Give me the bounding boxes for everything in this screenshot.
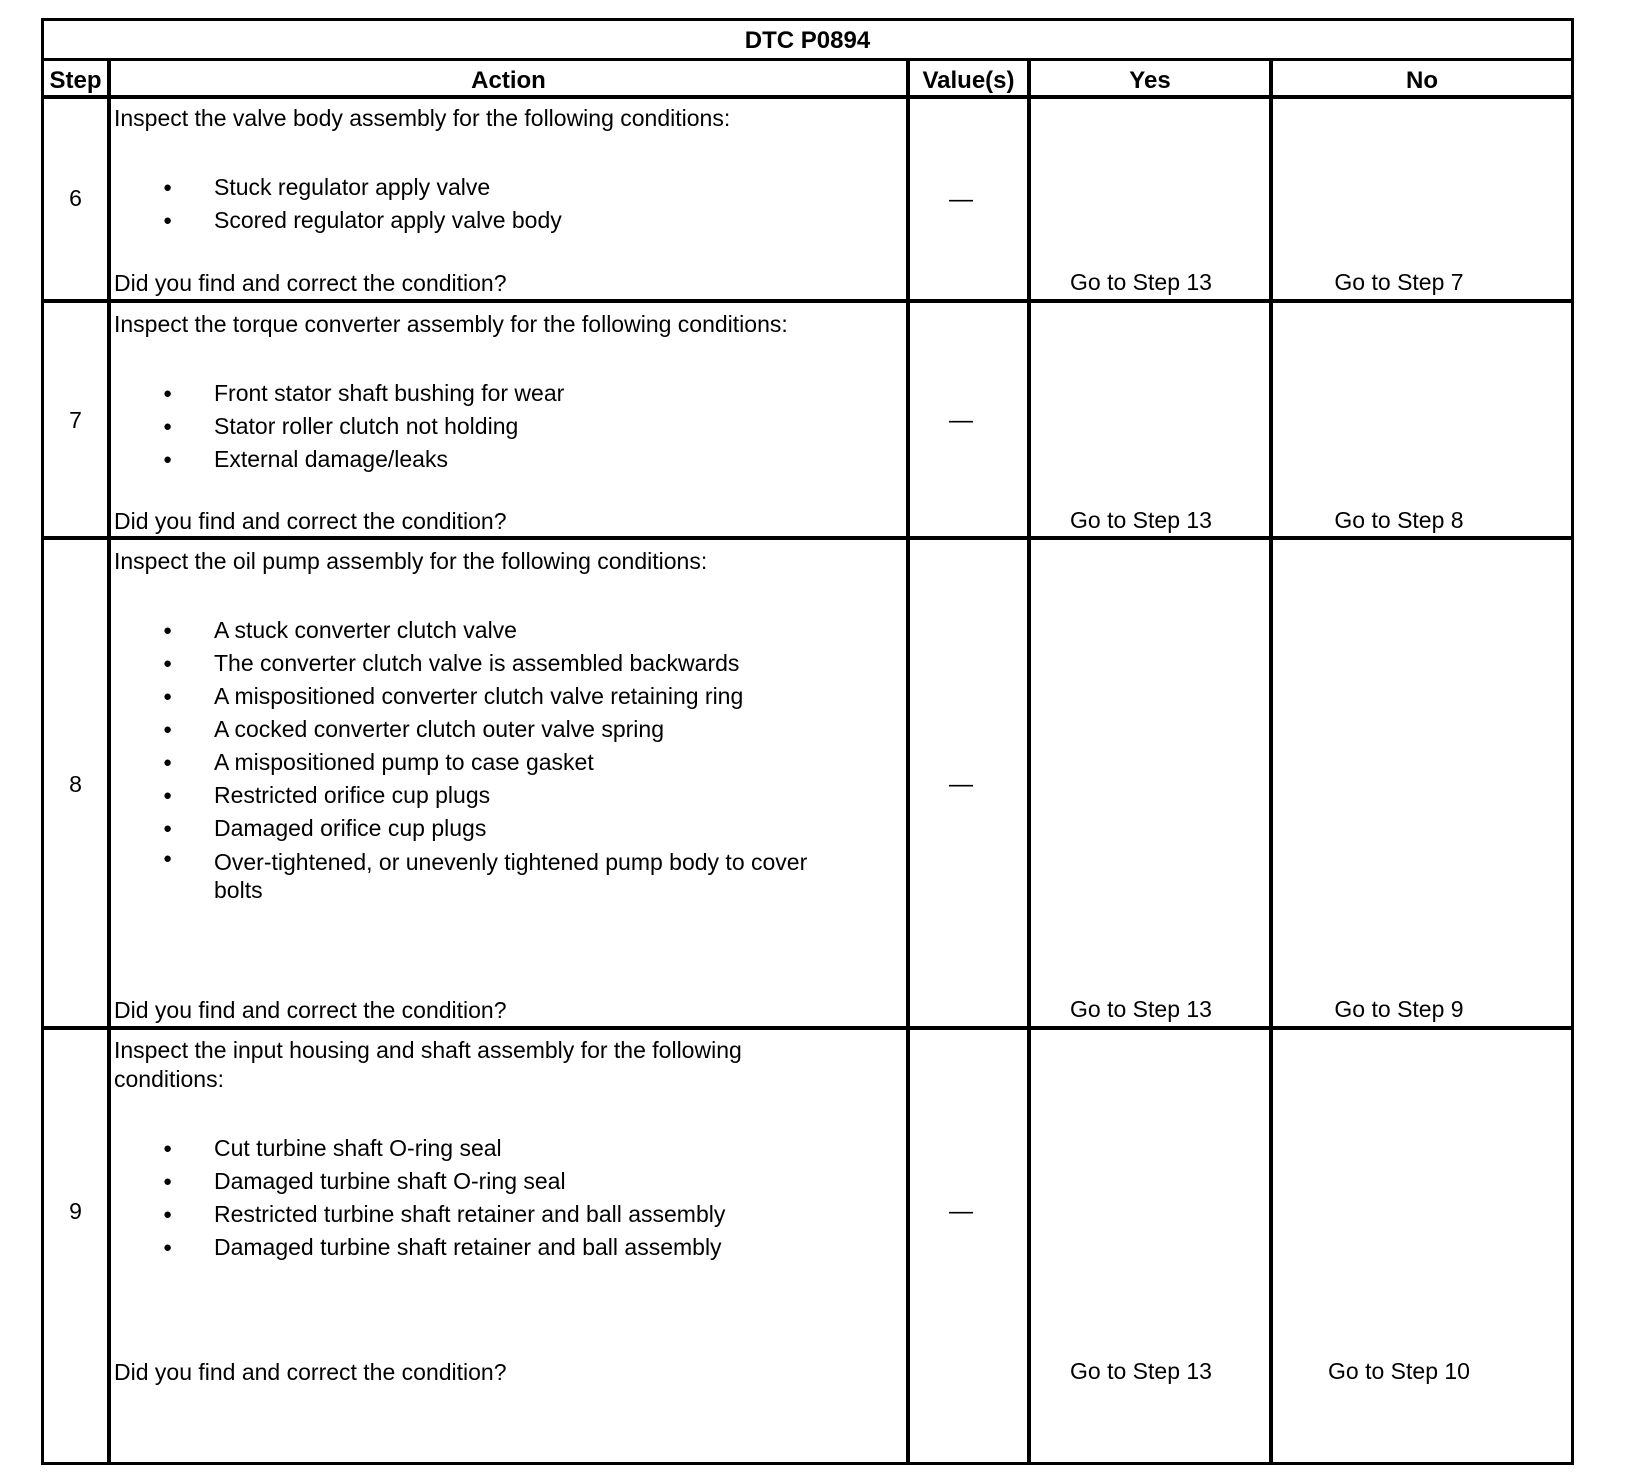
no-cell: Go to Step 10 — [1328, 1358, 1470, 1384]
step-number: 8 — [69, 771, 82, 797]
step-number: 9 — [69, 1198, 82, 1224]
action-intro: Inspect the input housing and shaft assembly for the following conditions: — [114, 1037, 742, 1092]
column-divider — [107, 58, 111, 1462]
action-cell — [114, 546, 854, 904]
step-number: 6 — [69, 185, 82, 211]
condition-list — [114, 614, 854, 904]
condition-list — [114, 1132, 854, 1264]
yes-cell: Go to Step 13 — [1070, 507, 1212, 533]
list-item: ● The converter clutch valve is assembled backwards — [114, 647, 854, 680]
list-item: ● A stuck converter clutch valve — [114, 614, 854, 647]
action-cell — [114, 309, 854, 476]
action-question: Did you find and correct the condition? — [114, 508, 507, 534]
action-cell — [114, 1036, 854, 1264]
no-cell: Go to Step 8 — [1334, 507, 1464, 533]
condition-list — [114, 377, 854, 476]
action-cell — [114, 103, 854, 237]
list-item: ● Restricted turbine shaft retainer and ball assembly — [114, 1198, 854, 1231]
list-item: ● Over-tightened, or unevenly tightened pump body to cover bolts — [114, 845, 854, 904]
column-divider — [906, 58, 910, 1462]
list-item: ● Damaged orifice cup plugs — [114, 812, 854, 845]
no-cell: Go to Step 7 — [1334, 269, 1464, 295]
list-item: ● Front stator shaft bushing for wear — [114, 377, 854, 410]
no-cell: Go to Step 9 — [1334, 996, 1464, 1022]
table-title: DTC P0894 — [744, 27, 871, 54]
yes-cell: Go to Step 13 — [1070, 996, 1212, 1022]
step-number: 7 — [69, 407, 82, 433]
list-item: ● External damage/leaks — [114, 443, 854, 476]
list-item: ● A mispositioned converter clutch valve retaining ring — [114, 680, 854, 713]
action-question: Did you find and correct the condition? — [114, 270, 507, 296]
yes-cell: Go to Step 13 — [1070, 269, 1212, 295]
action-intro: Inspect the oil pump assembly for the following conditions: — [114, 548, 708, 574]
value-cell: — — [949, 771, 973, 798]
value-cell: — — [949, 186, 973, 213]
value-cell: — — [949, 407, 973, 434]
row-divider — [44, 299, 1571, 303]
diagnostic-table — [41, 18, 1574, 1465]
list-item: ● Damaged turbine shaft O-ring seal — [114, 1165, 854, 1198]
yes-cell: Go to Step 13 — [1070, 1358, 1212, 1384]
header-yes: Yes — [1129, 67, 1171, 94]
row-divider — [44, 1026, 1571, 1030]
row-divider — [44, 536, 1571, 540]
condition-list — [114, 171, 854, 237]
list-item: ● Stuck regulator apply valve — [114, 171, 854, 204]
list-item: ● Restricted orifice cup plugs — [114, 779, 854, 812]
action-intro: Inspect the torque converter assembly for the following conditions: — [114, 311, 788, 337]
value-cell: — — [949, 1198, 973, 1225]
action-question: Did you find and correct the condition? — [114, 997, 507, 1023]
list-item: ● A mispositioned pump to case gasket — [114, 746, 854, 779]
action-question: Did you find and correct the condition? — [114, 1359, 507, 1385]
list-item: ● Damaged turbine shaft retainer and ball assembly — [114, 1231, 854, 1264]
list-item: ● A cocked converter clutch outer valve spring — [114, 713, 854, 746]
header-step: Step — [49, 67, 102, 94]
header-action: Action — [471, 67, 546, 94]
header-no: No — [1406, 67, 1438, 94]
list-item: ● Scored regulator apply valve body — [114, 204, 854, 237]
action-intro: Inspect the valve body assembly for the following conditions: — [114, 105, 731, 131]
list-item: ● Stator roller clutch not holding — [114, 410, 854, 443]
list-item: ● Cut turbine shaft O-ring seal — [114, 1132, 854, 1165]
header-values: Value(s) — [922, 67, 1015, 94]
